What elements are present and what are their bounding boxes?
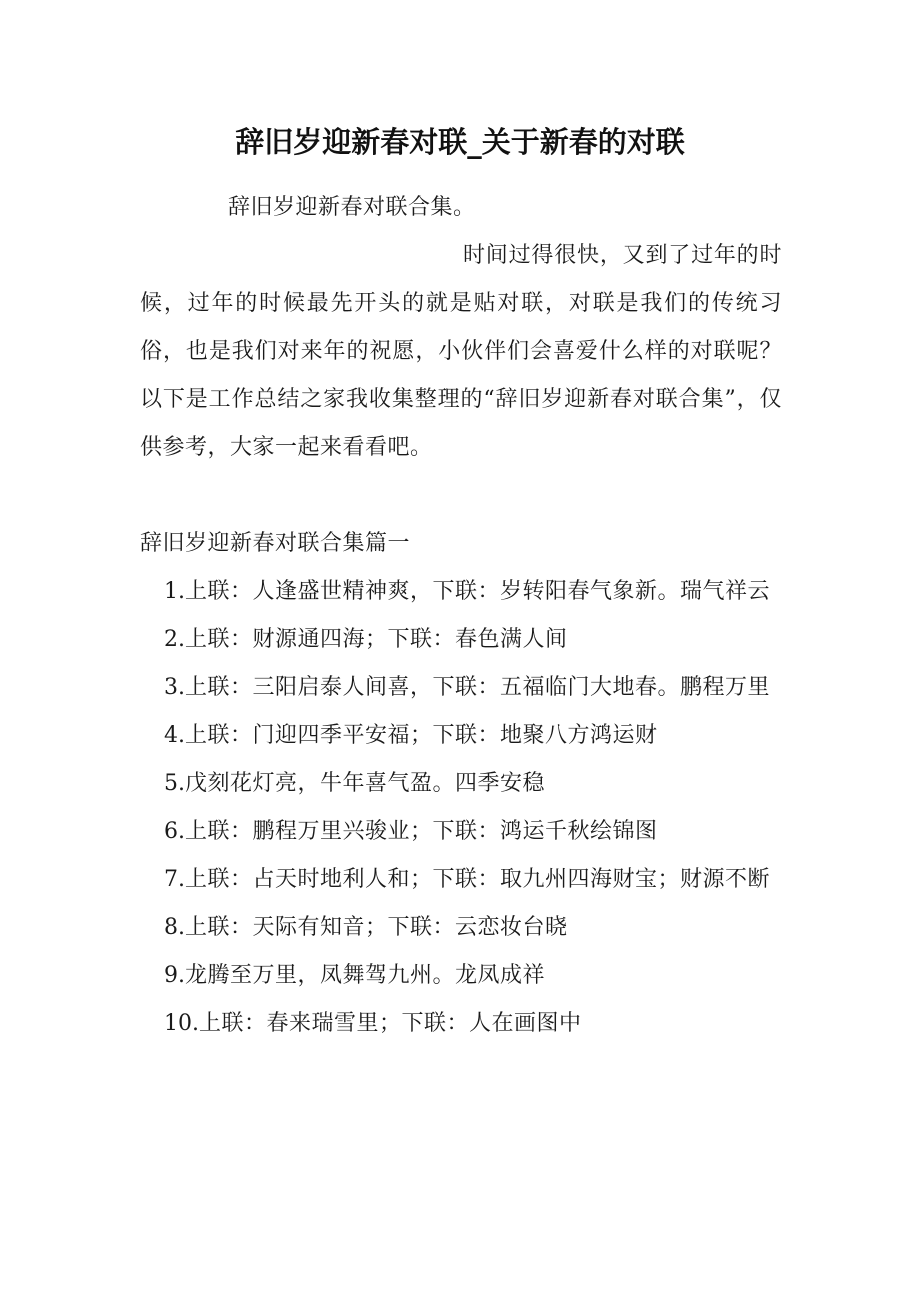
list-item [140,760,782,808]
item-text: 上联：春来瑞雪里；下联：人在画图中 [199,1011,582,1036]
list-item [140,904,782,952]
item-text: 戊刻花灯亮，牛年喜气盈。四季安稳 [185,771,546,796]
item-number: 6. [164,819,185,844]
item-text: 上联：占天时地利人和；下联：取九州四海财宝；财源不断 [185,867,771,892]
list-item [140,616,782,664]
list-item [140,664,782,712]
item-number: 9. [164,963,185,988]
item-number: 3. [164,675,185,700]
item-number: 5. [164,771,185,796]
document-title: 辞旧岁迎新春对联_关于新春的对联 [235,125,685,159]
intro-paragraph: 时间过得很快，又到了过年的时候，过年的时候最先开头的就是贴对联，对联是我们的传统习俗，也是我们对来年的祝愿，小伙伴们会喜爱什么样的对联呢？以下是工作总结之家我收集整理的“辞旧岁迎新春对联合集”，仅供参考，大家一起来看看吧。 [140,243,782,460]
list-item [140,1000,782,1048]
list-item [140,952,782,1000]
item-text: 上联：财源通四海；下联：春色满人间 [185,627,568,652]
item-text: 龙腾至万里，凤舞驾九州。龙凤成祥 [185,963,546,988]
item-text: 上联：门迎四季平安福；下联：地聚八方鸿运财 [185,723,658,748]
item-text: 上联：三阳启泰人间喜，下联：五福临门大地春。鹏程万里 [185,675,771,700]
item-text: 上联：鹏程万里兴骏业；下联：鸿运千秋绘锦图 [185,819,658,844]
document-subtitle: 辞旧岁迎新春对联合集。 [228,195,476,220]
couplet-list [140,568,782,1048]
item-text: 上联：天际有知音；下联：云恋妆台晓 [185,915,568,940]
list-item [140,808,782,856]
item-number: 2. [164,627,185,652]
item-number: 4. [164,723,185,748]
item-number: 1. [164,579,185,604]
item-number: 8. [164,915,185,940]
item-text: 上联：人逢盛世精神爽，下联：岁转阳春气象新。瑞气祥云 [185,579,771,604]
list-item [140,568,782,616]
item-number: 7. [164,867,185,892]
list-item [140,712,782,760]
item-number: 10. [164,1011,199,1036]
list-item [140,856,782,904]
section-heading: 辞旧岁迎新春对联合集篇一 [140,531,411,556]
